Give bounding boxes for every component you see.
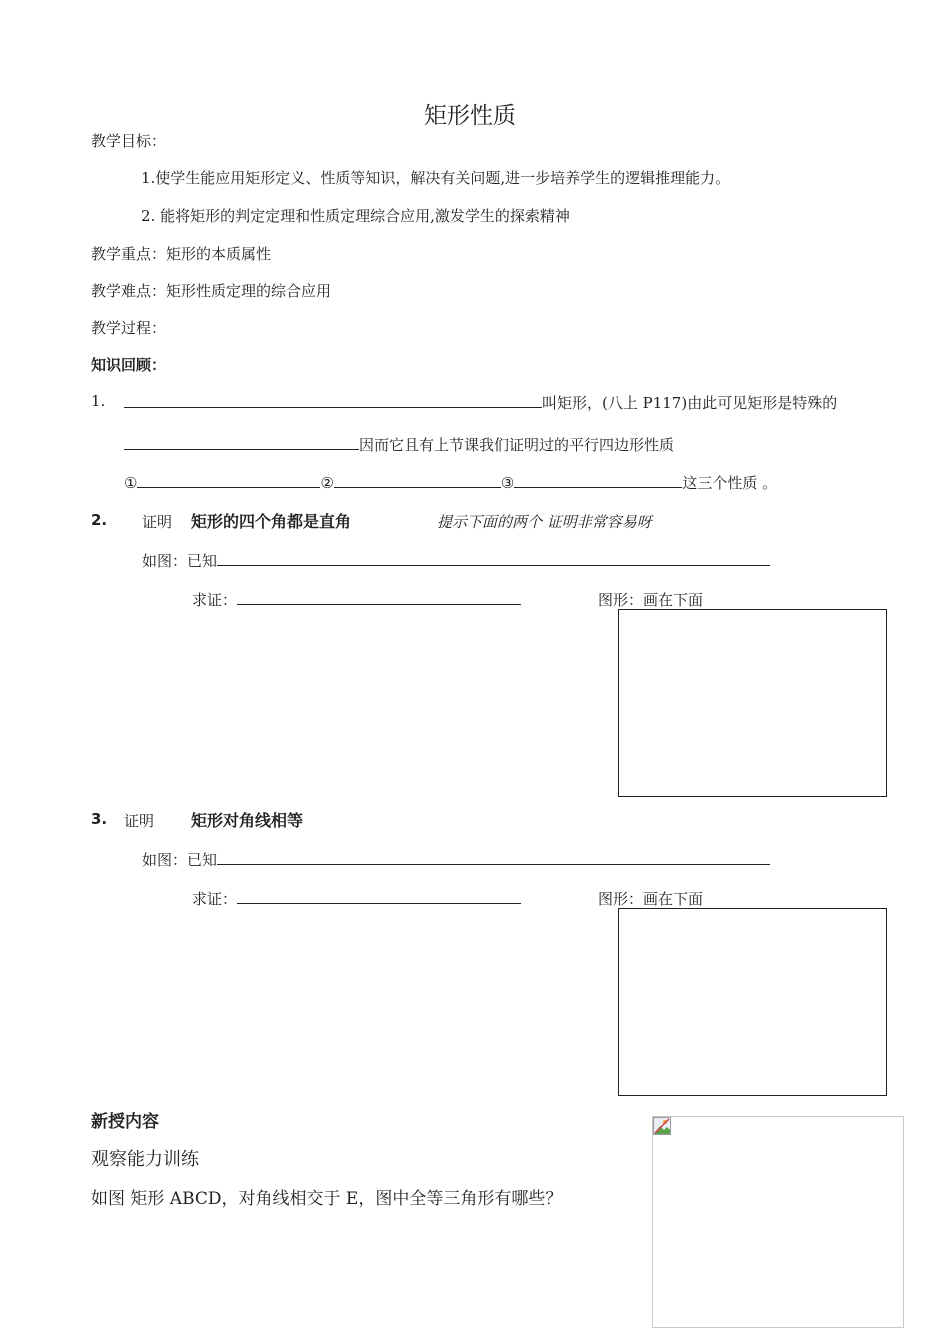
difficulty: 教学难点：矩形性质定理的综合应用 (91, 282, 332, 300)
q2-given-label: 如图：已知 (142, 552, 218, 570)
q1-circle-1: ① (124, 474, 138, 492)
q3-given-line (142, 849, 770, 870)
q2-number: 2. (91, 511, 108, 529)
q2-toprove-label: 求证： (192, 591, 238, 609)
q3-toprove-line (192, 888, 521, 909)
q1-line-b (124, 434, 674, 455)
q3-statement: 矩形对角线相等 (191, 811, 304, 830)
q3-prove-label: 证明 (124, 812, 155, 830)
q3-figure-label: 图形：画在下面 (598, 890, 704, 908)
q3-given-blank (217, 849, 770, 865)
q1-blank-special (124, 434, 359, 450)
q2-given-line (142, 550, 770, 571)
q2-figure-label: 图形：画在下面 (598, 591, 704, 609)
q1-blank-definition (124, 392, 542, 408)
q1-line-a (124, 392, 837, 413)
page-title: 矩形性质 (424, 103, 516, 129)
new-content-question: 如图 矩形 ABCD，对角线相交于 E，图中全等三角形有哪些？ (91, 1189, 563, 1209)
q3-given-label: 如图：已知 (142, 851, 218, 869)
q1-line-c (124, 472, 777, 493)
q2-prove-label: 证明 (142, 513, 173, 531)
objectives-label: 教学目标： (91, 132, 167, 150)
q2-hint: 提示下面的两个 证明非常容易呀 (437, 513, 652, 531)
q2-toprove-blank (237, 589, 521, 605)
process-label: 教学过程： (91, 319, 167, 337)
new-content-subheading: 观察能力训练 (91, 1149, 199, 1170)
q3-toprove-blank (237, 888, 521, 904)
q3-number: 3. (91, 810, 108, 828)
rectangle-figure-image (652, 1116, 904, 1328)
broken-image-icon (653, 1117, 671, 1135)
key-point: 教学重点：矩形的本质属性 (91, 245, 272, 263)
q1-text-a: 叫矩形，(八上 P117)由此可见矩形是特殊的 (542, 394, 838, 412)
q1-number: 1. (91, 392, 106, 410)
q1-circle-3: ③ (500, 474, 515, 492)
q1-circle-2: ② (320, 474, 334, 492)
objective-item-2: 2. 能将矩形的判定定理和性质定理综合应用,激发学生的探索精神 (141, 207, 570, 225)
q1-blank-1 (137, 472, 320, 488)
q2-statement: 矩形的四个角都是直角 (191, 512, 352, 531)
q2-given-blank (217, 550, 770, 566)
q1-text-b: 因而它且有上节课我们证明过的平行四边形性质 (359, 436, 675, 454)
q3-figure-box (618, 908, 887, 1096)
review-heading: 知识回顾： (91, 356, 167, 374)
q1-blank-2 (334, 472, 501, 488)
q1-text-c: 这三个性质 。 (682, 474, 778, 492)
q2-figure-box (618, 609, 887, 797)
q1-blank-3 (514, 472, 682, 488)
q2-toprove-line (192, 589, 521, 610)
objective-item-1: 1.使学生能应用矩形定义、性质等知识，解决有关问题,进一步培养学生的逻辑推理能力。 (141, 169, 731, 187)
new-content-heading: 新授内容 (91, 1112, 159, 1132)
q3-toprove-label: 求证： (192, 890, 238, 908)
